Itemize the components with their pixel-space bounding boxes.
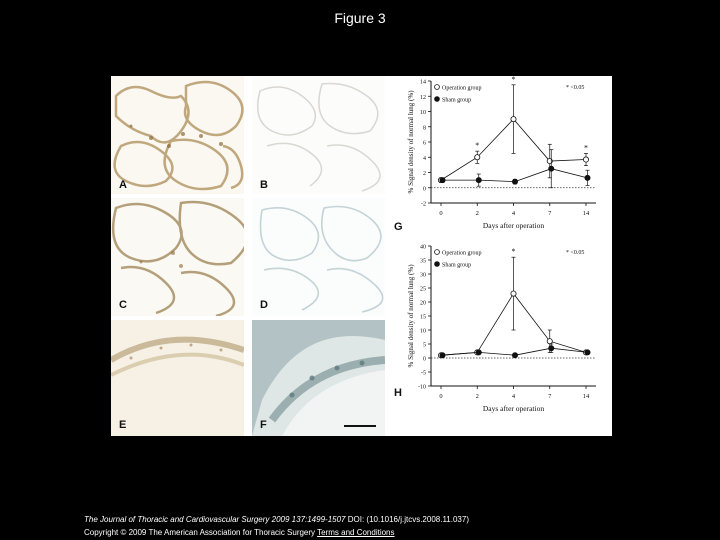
y-tick-label: 20: [420, 300, 426, 307]
caption-journal: The Journal of Thoracic and Cardiovascular Surgery 2009 137:1499-1507: [84, 515, 346, 524]
lung-tissue-control-image: [252, 198, 385, 316]
panel-label-h: H: [394, 387, 402, 399]
x-axis-label: Days after operation: [482, 404, 545, 413]
panel-label-b: B: [260, 179, 268, 191]
data-point: [547, 339, 552, 344]
page-title: Figure 3: [334, 10, 386, 26]
significance-note: * <0.05: [566, 250, 585, 256]
panel-label-c: C: [119, 299, 127, 311]
y-tick-label: 5: [423, 342, 426, 349]
data-point: [511, 291, 516, 296]
caption: [84, 515, 469, 525]
line-chart-g: [386, 76, 612, 246]
micrograph-panel-f: [252, 320, 385, 436]
y-tick-label: 10: [420, 328, 426, 335]
x-tick-label: 4: [511, 210, 516, 217]
caption-doi: DOI: (10.1016/j.jtcvs.2008.11.037): [347, 515, 469, 524]
data-point: [549, 346, 554, 351]
legend-marker: [435, 262, 440, 267]
airway-stained-image: [111, 320, 244, 436]
x-axis-label: Days after operation: [482, 221, 545, 230]
panel-label-f: F: [260, 419, 267, 431]
terms-link[interactable]: Terms and Conditions: [317, 528, 395, 537]
data-point: [476, 178, 481, 183]
caption-copyright-line: [84, 528, 395, 538]
y-tick-label: 30: [420, 272, 426, 279]
y-axis-label: % Signal density of normal lung (%): [407, 264, 415, 368]
data-point: [475, 155, 480, 160]
y-tick-label: 0: [423, 356, 426, 363]
micrograph-panel-b: [252, 76, 385, 194]
chart-panel-h: [386, 241, 612, 436]
y-tick-label: -10: [418, 384, 426, 391]
data-point: [440, 178, 445, 183]
significance-mark: *: [511, 247, 516, 257]
micrograph-panel-a: [111, 76, 244, 194]
data-point: [511, 117, 516, 122]
y-tick-label: 40: [420, 244, 426, 251]
y-tick-label: -5: [421, 370, 426, 377]
x-tick-label: 2: [475, 393, 479, 400]
data-point: [549, 166, 554, 171]
significance-mark: *: [584, 143, 588, 153]
y-tick-label: -2: [421, 201, 426, 208]
x-tick-label: 7: [548, 210, 552, 217]
y-axis-label: % Signal density of normal lung (%): [407, 90, 415, 194]
micrograph-panel-e: [111, 320, 244, 436]
x-tick-label: 2: [475, 210, 479, 217]
chart-panel-g: [386, 76, 612, 246]
airway-control-image: [252, 320, 385, 436]
y-tick-label: 35: [420, 258, 426, 265]
panel-label-d: D: [260, 299, 268, 311]
data-point: [512, 353, 517, 358]
data-point: [585, 175, 590, 180]
data-point: [583, 157, 588, 162]
x-tick-label: 14: [582, 393, 590, 400]
y-tick-label: 6: [423, 140, 426, 147]
figure-3: [111, 76, 612, 436]
legend-label: Operation group: [442, 85, 482, 92]
caption-copyright: Copyright © 2009 The American Association for Thoracic Surgery: [84, 528, 316, 537]
y-tick-label: 4: [423, 155, 426, 162]
micrograph-panel-c: [111, 198, 244, 316]
y-tick-label: 0: [423, 186, 426, 193]
x-tick-label: 7: [548, 393, 552, 400]
y-tick-label: 14: [420, 79, 426, 86]
legend-label: Operation group: [442, 250, 482, 257]
panel-label-a: A: [119, 179, 127, 191]
x-tick-label: 4: [511, 393, 516, 400]
line-chart-h: [386, 241, 612, 436]
x-tick-label: 0: [439, 210, 443, 217]
y-tick-label: 10: [420, 110, 426, 116]
legend-marker: [435, 85, 440, 90]
significance-mark: *: [475, 141, 480, 151]
y-tick-label: 12: [420, 94, 426, 101]
y-tick-label: 25: [420, 286, 426, 293]
significance-note: * <0.05: [566, 85, 585, 91]
legend-label: Sham group: [442, 262, 472, 269]
x-tick-label: 0: [439, 393, 443, 400]
y-tick-label: 15: [420, 314, 426, 321]
y-tick-label: 8: [423, 125, 426, 132]
legend-marker: [435, 250, 440, 255]
data-point: [476, 350, 481, 355]
panel-label-e: E: [119, 419, 127, 431]
panel-label-g: G: [394, 221, 403, 233]
legend-label: Sham group: [442, 97, 472, 104]
lung-tissue-stained-image: [111, 198, 244, 316]
data-point: [585, 350, 590, 355]
x-tick-label: 14: [582, 210, 590, 217]
lung-tissue-control-image: [252, 76, 385, 194]
y-tick-label: 2: [423, 171, 426, 177]
legend-marker: [435, 97, 440, 102]
scale-bar: [344, 425, 376, 427]
micrograph-panel-d: [252, 198, 385, 316]
data-point: [440, 353, 445, 358]
lung-tissue-stained-image: [111, 76, 244, 194]
significance-mark: *: [511, 76, 516, 84]
data-point: [512, 179, 517, 184]
